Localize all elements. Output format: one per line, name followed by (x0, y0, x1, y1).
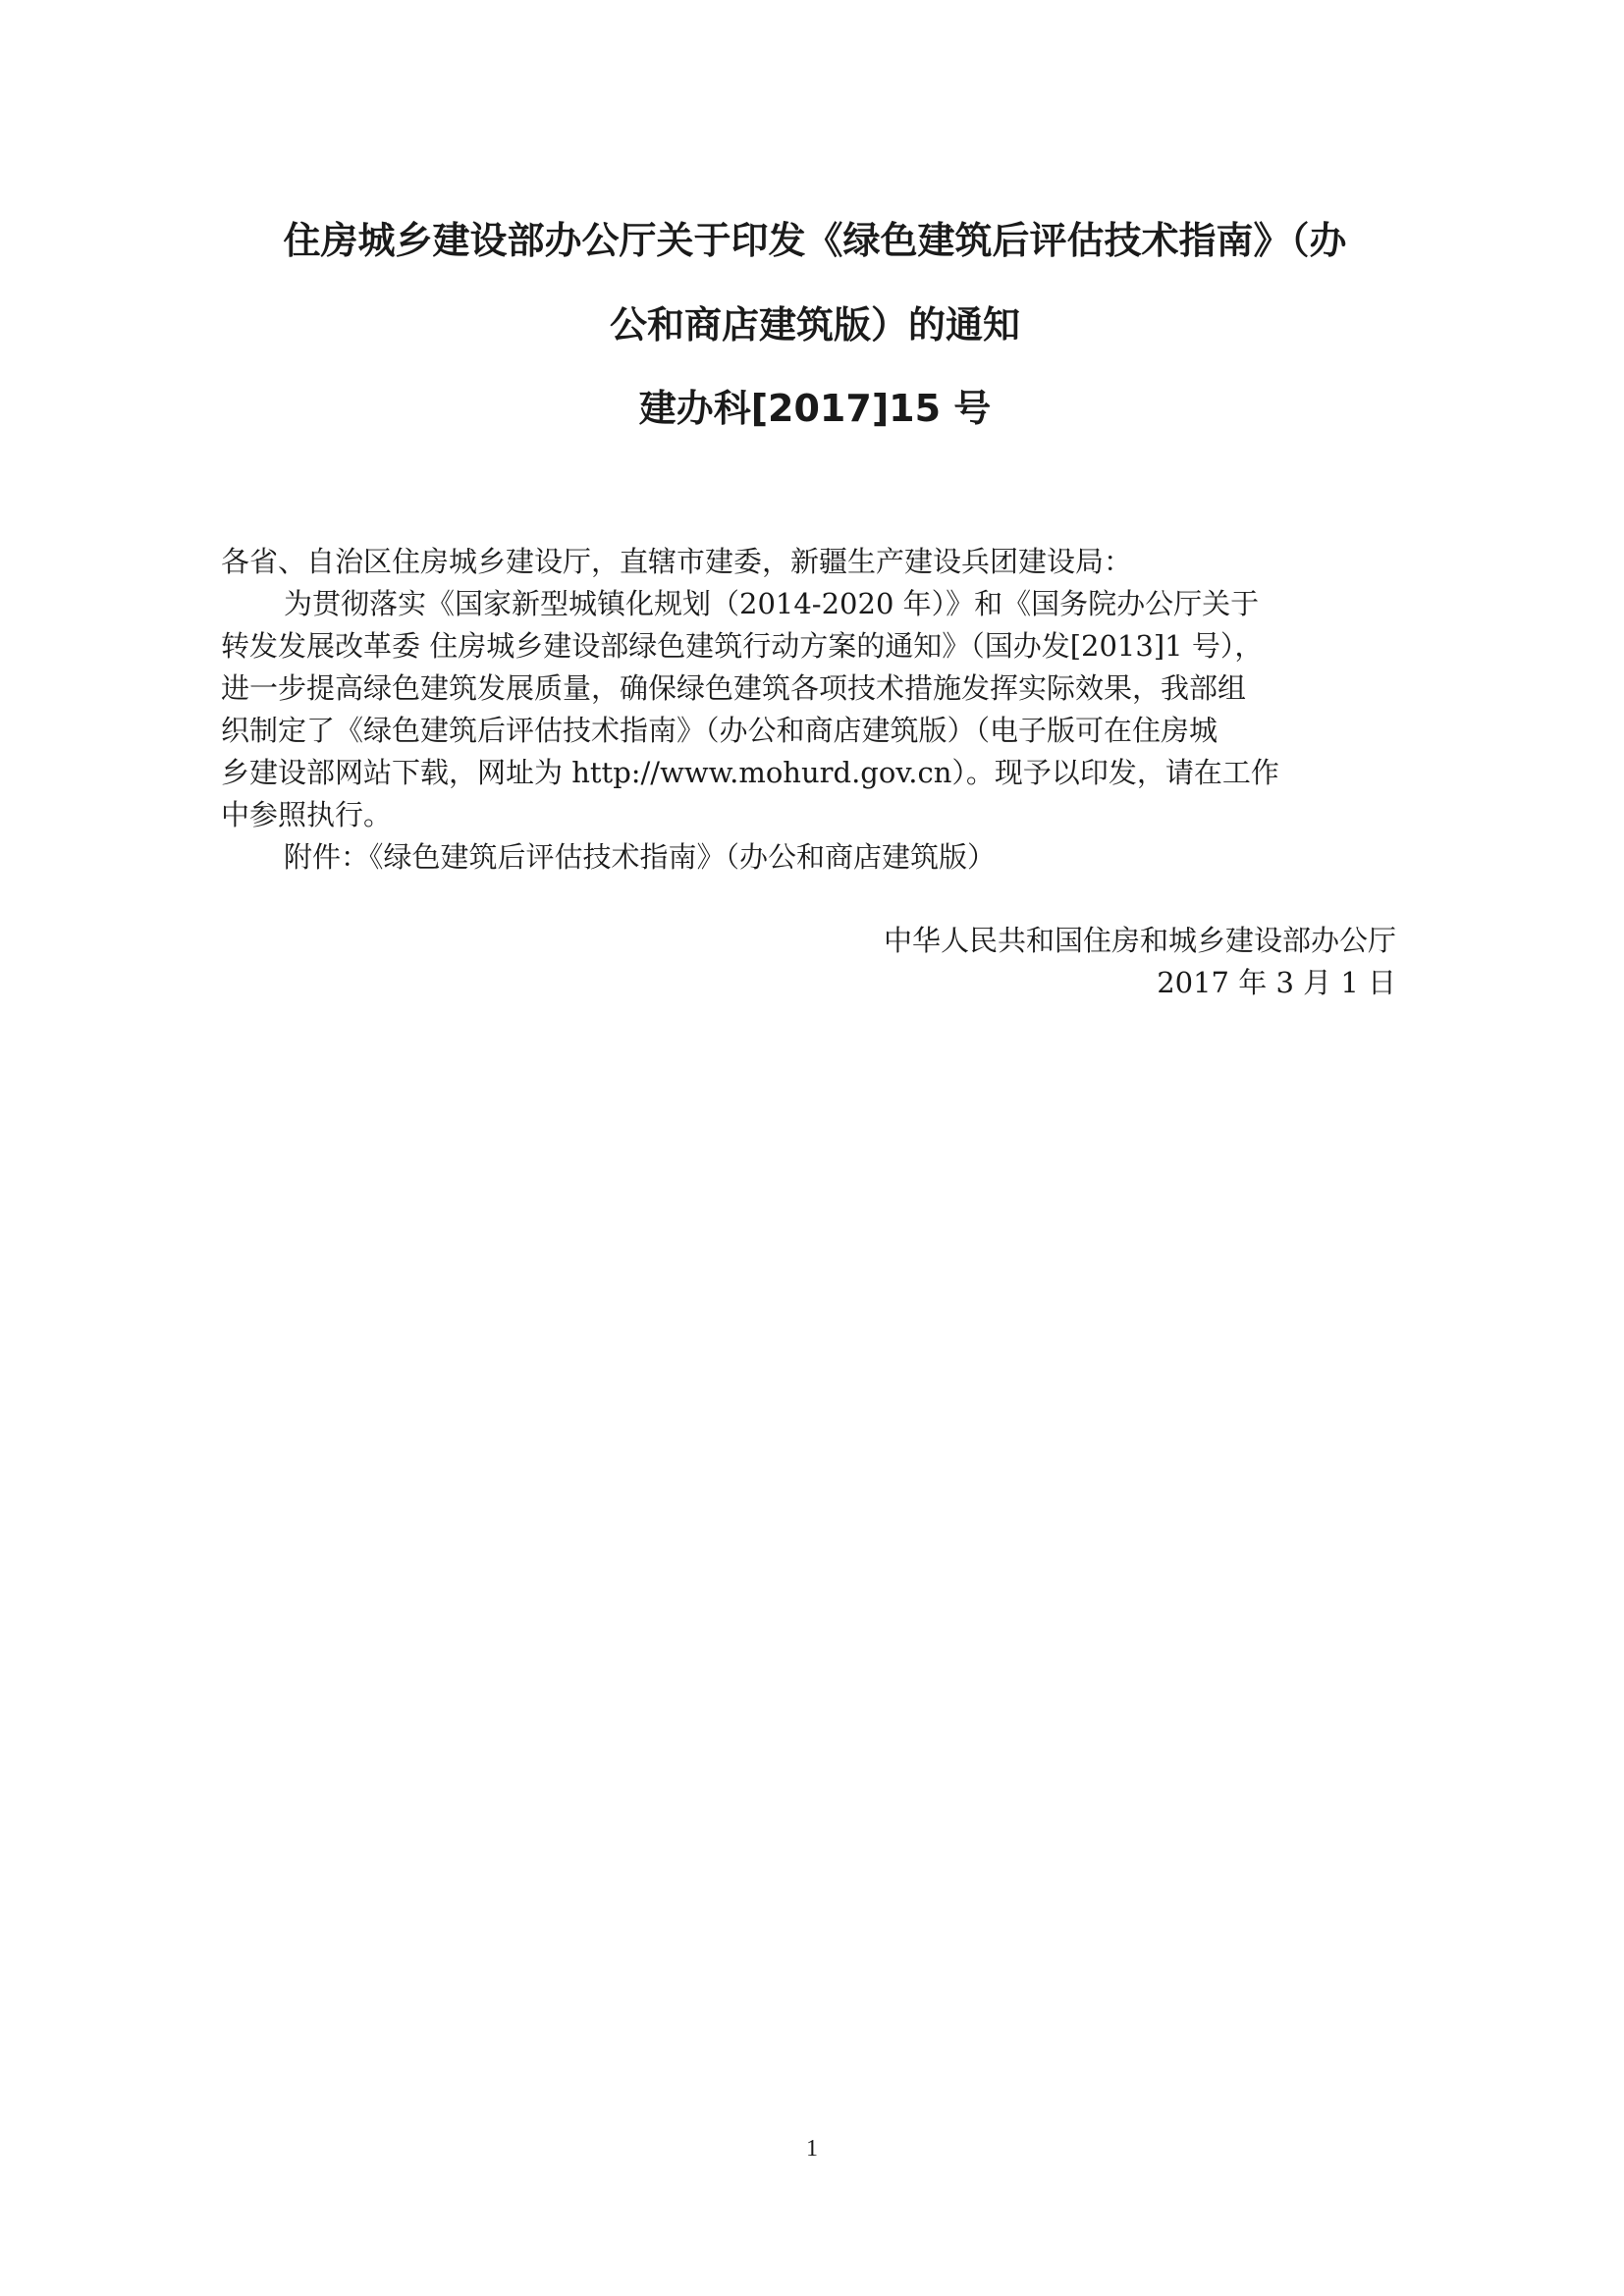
body-paragraph-line: 为贯彻落实《国家新型城镇化规划（2014-2020 年）》和《国务院办公厅关于 (284, 587, 1260, 620)
signature-block (221, 920, 1396, 1004)
issue-date: 2017 年 3 月 1 日 (1157, 966, 1396, 999)
page-number: 1 (806, 2136, 818, 2162)
body-paragraph-line: 转发发展改革委 住房城乡建设部绿色建筑行动方案的通知》（国办发[2013]1 号）， (221, 629, 1264, 663)
issuer-name: 中华人民共和国住房和城乡建设部办公厅 (883, 924, 1396, 957)
document-title-line-2: 公和商店建筑版）的通知 (609, 303, 1020, 347)
addressee-line: 各省、自治区住房城乡建设厅，直辖市建委，新疆生产建设兵团建设局： (221, 545, 1133, 578)
document-number: 建办科[2017]15 号 (638, 387, 992, 430)
body-paragraph-line: 中参照执行。 (221, 798, 393, 831)
document-body (221, 541, 1399, 879)
body-paragraph-line: 织制定了《绿色建筑后评估技术指南》（办公和商店建筑版）（电子版可在住房城 (221, 714, 1218, 747)
body-paragraph-line: 乡建设部网站下载，网址为 http://www.mohurd.gov.cn）。现予以印发，请在工作 (221, 756, 1279, 789)
body-paragraph-line: 进一步提高绿色建筑发展质量，确保绿色建筑各项技术措施发挥实际效果，我部组 (221, 671, 1247, 705)
attachment-line: 附件：《绿色建筑后评估技术指南》（办公和商店建筑版） (284, 840, 997, 874)
document-title-line-1: 住房城乡建设部办公厅关于印发《绿色建筑后评估技术指南》（办 (283, 219, 1347, 262)
